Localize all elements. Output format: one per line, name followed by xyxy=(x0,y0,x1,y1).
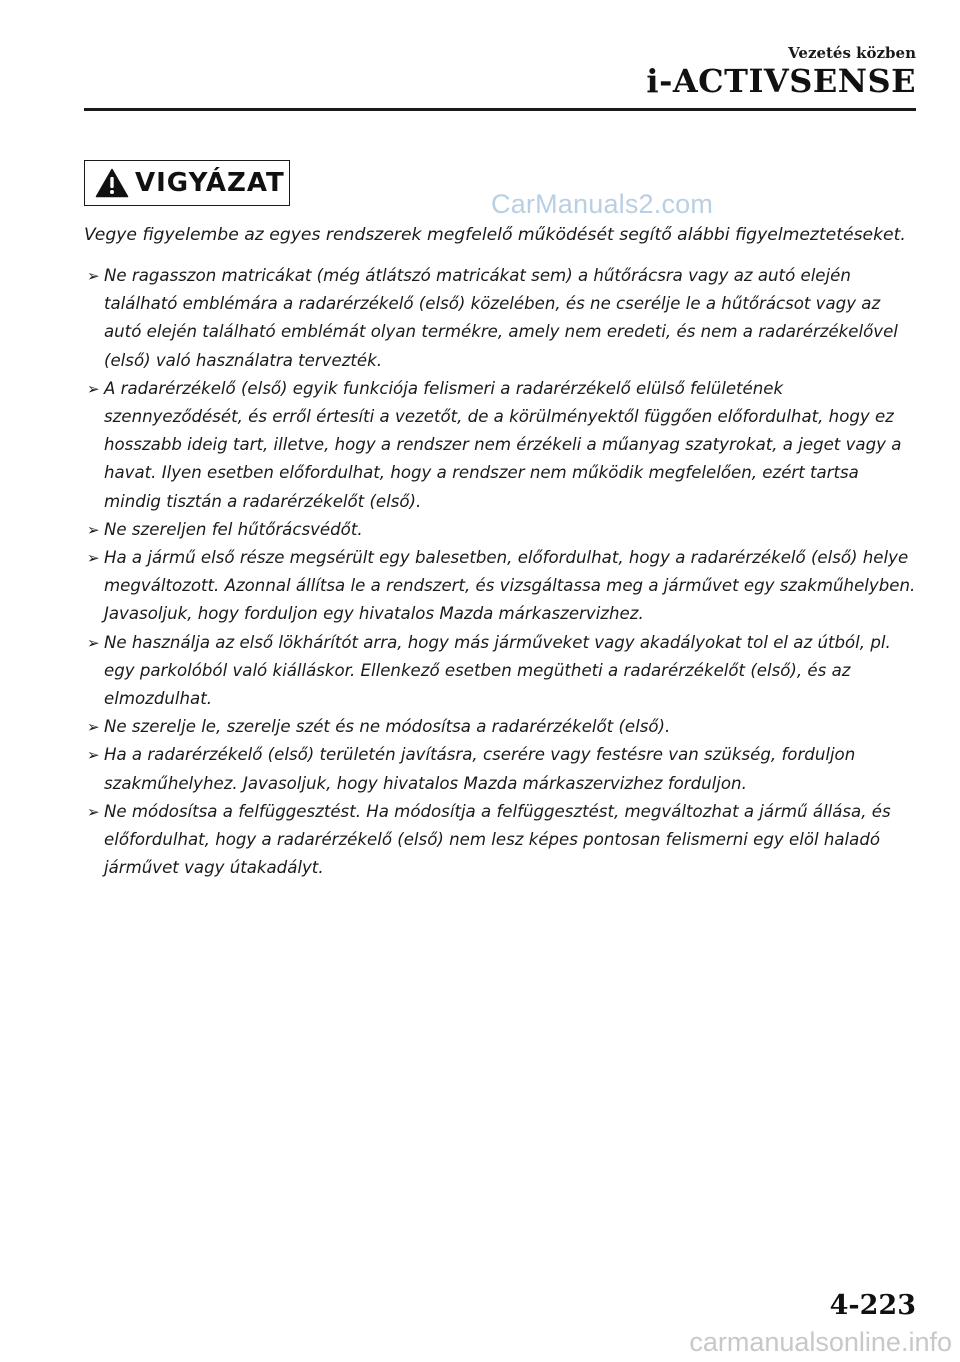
chapter-title: i-ACTIVSENSE xyxy=(646,62,916,100)
arrow-bullet-icon: ➢ xyxy=(87,633,100,652)
list-item-text: Ne szerelje le, szerelje szét és ne módosítsa a radarérzékelőt (első). xyxy=(104,717,671,737)
warning-intro: Vegye figyelembe az egyes rendszerek megfelelő működését segítő alábbi figyelmeztetéseket. xyxy=(84,225,906,245)
section-title: Vezetés közben xyxy=(788,44,916,62)
list-item xyxy=(84,262,920,375)
warning-triangle-icon xyxy=(95,168,129,198)
warning-heading xyxy=(84,160,290,206)
arrow-bullet-icon: ➢ xyxy=(87,520,100,539)
arrow-bullet-icon: ➢ xyxy=(87,379,100,398)
watermark-carmanualsonline: carmanualsonline.info xyxy=(689,1327,952,1357)
list-item-text: A radarérzékelő (első) egyik funkciója felismeri a radarérzékelő elülső felületének szennyeződését, és erről értesíti a vezetőt, de a körülményektől függően előfordulhat, hogy ez hosszabb ideig tart, illetve, hogy a rendszer nem érzékeli a műanyag szatyrokat, a jeget vagy a havat. Ilyen esetben előfordulhat, hogy a rendszer nem működik megfelelően, ezért tartsa mindig tisztán a radarérzékelőt (első). xyxy=(104,378,902,511)
arrow-bullet-icon: ➢ xyxy=(87,802,100,821)
page-number: 4-223 xyxy=(829,1290,916,1321)
arrow-bullet-icon: ➢ xyxy=(87,549,100,568)
list-item-text: Ha a jármű első része megsérült egy balesetben, előfordulhat, hogy a radarérzékelő (első) helye megváltozott. Azonnal állítsa le a rendszert, és vizsgáltassa meg a járművet egy szakműhelyben. Javasoljuk, hogy forduljon egy hivatalos Mazda márkaszervizhez. xyxy=(104,548,916,624)
arrow-bullet-icon: ➢ xyxy=(87,267,100,285)
list-item-text: Ne ragasszon matricákat (még átlátszó matricákat sem) a hűtőrácsra vagy az autó elején található emblémára a radarérzékelő (első) közelében, és ne cserélje le a hűtőrácsot vagy az autó elején található emblémát olyan termékre, amely nem eredeti, és nem a radarérzékelővel (első) való használatra tervezték. xyxy=(104,266,898,370)
list-item xyxy=(84,713,920,741)
list-item-text: Ne használja az első lökhárítót arra, hogy más járműveket vagy akadályokat tol el az útból, pl. egy parkolóból való kiálláskor. Ellenkező esetben megütheti a radarérzékelőt (első), és az elmozdulhat. xyxy=(104,632,891,709)
list-item xyxy=(84,544,920,629)
list-item-text: Ha a radarérzékelő (első) területén javításra, cserére vagy festésre van szükség, forduljon szakműhelyhez. Javasoljuk, hogy hivatalos Mazda márkaszervizhez forduljon. xyxy=(104,745,856,793)
watermark-carmanuals2: CarManuals2.com xyxy=(491,189,714,219)
list-item xyxy=(84,375,920,516)
arrow-bullet-icon: ➢ xyxy=(87,718,100,737)
header-divider xyxy=(84,108,916,111)
list-item xyxy=(84,798,920,883)
list-item xyxy=(84,741,920,797)
list-item-text: Ne módosítsa a felfüggesztést. Ha módosítja a felfüggesztést, megváltozhat a jármű állása, és előfordulhat, hogy a radarérzékelő (első) nem lesz képes pontosan felismerni egy elöl haladó járművet vagy útakadályt. xyxy=(104,801,891,878)
arrow-bullet-icon: ➢ xyxy=(87,746,100,765)
list-item xyxy=(84,516,920,544)
list-item xyxy=(84,629,920,714)
warning-label: VIGYÁZAT xyxy=(135,168,285,198)
list-item-text: Ne szereljen fel hűtőrácsvédőt. xyxy=(104,519,363,539)
warning-list xyxy=(84,262,920,882)
